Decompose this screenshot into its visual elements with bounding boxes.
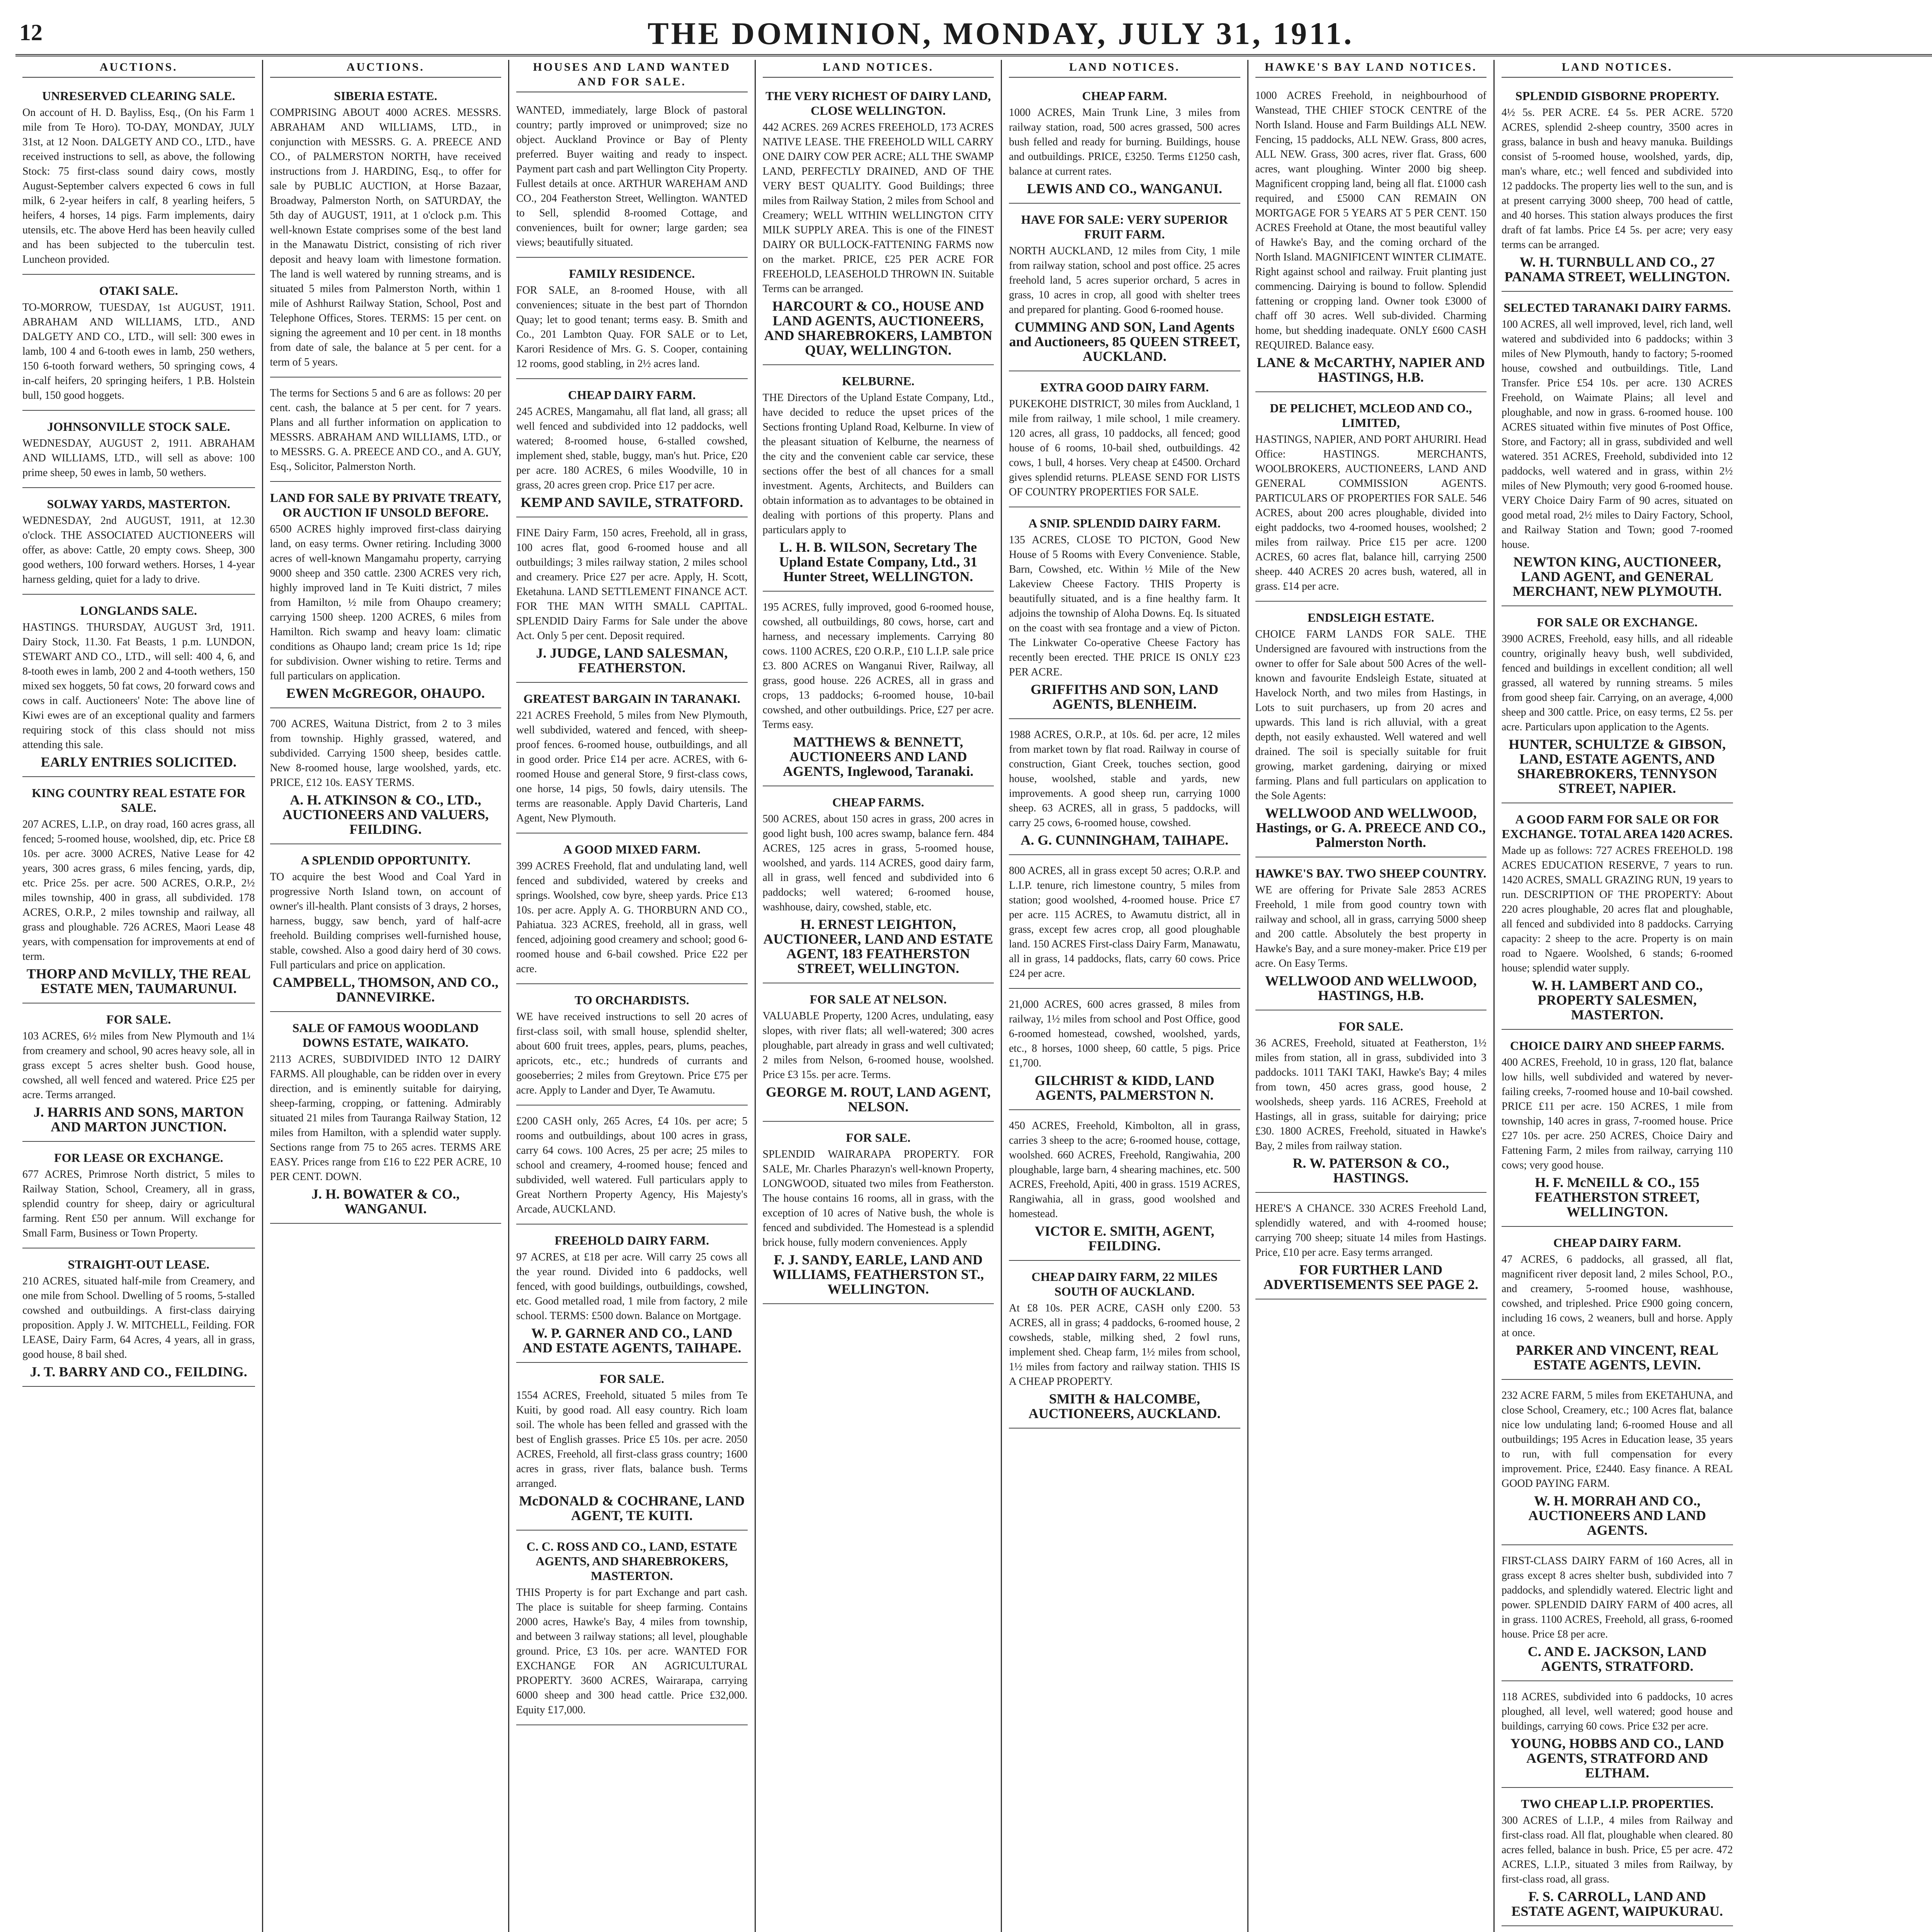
ad-signature: VICTOR E. SMITH, AGENT, FEILDING. bbox=[1034, 1223, 1214, 1253]
ad-heading: FOR SALE. bbox=[846, 1131, 911, 1145]
ad-body: 677 ACRES, Primrose North district, 5 miles to Railway Station, School, Creamery, all in grass, splendid country for sheep, dairy or agricultural farming. Rent £50 per annum. Will exchange for Small Farm, Business or Town Property. bbox=[22, 1168, 255, 1239]
advertisement bbox=[763, 370, 994, 592]
ad-signature: LANE & McCARTHY, NAPIER AND HASTINGS, H.B. bbox=[1257, 355, 1485, 385]
ad-body: 700 ACRES, Waituna District, from 2 to 3 miles from township. Highly grassed, watered, and subdivided. Carrying 1500 sheep, besides cattle. New 8-roomed house, large woolshed, yards, etc. PRICE, £12 10s. EASY TERMS. bbox=[270, 718, 501, 789]
ad-body: WEDNESDAY, 2nd AUGUST, 1911, at 12.30 o'clock. THE ASSOCIATED AUCTIONEERS will offer, as above: Cattle, 20 empty cows. Sheep, 300 good wethers, 100 forward wethers. Horses, 1 4-year harness gelding, quiet for a lady to drive. bbox=[22, 515, 255, 585]
ad-body: 500 ACRES, about 150 acres in grass, 200 acres in good light bush, 100 acres swamp, balance fern. 484 ACRES, 125 acres in grass, 5-roomed house, woolshed, and yards. 114 ACRES, good dairy farm, all in grass, well fenced and subdivided into 6 paddocks; well watered; 6-roomed house, washhouse, dairy, cowshed, stable, etc. bbox=[762, 813, 994, 913]
ad-heading: SPLENDID GISBORNE PROPERTY. bbox=[1515, 89, 1719, 103]
ad-heading: OTAKI SALE. bbox=[99, 284, 178, 298]
ad-heading: CHOICE DAIRY AND SHEEP FARMS. bbox=[1510, 1039, 1725, 1053]
advertisement bbox=[516, 838, 748, 984]
advertisement bbox=[1502, 1550, 1733, 1681]
ad-body: 210 ACRES, situated half-mile from Creamery, and one mile from School. Dwelling of 5 rooms, 5-stalled cowshed and outbuildings. A first-class dairying proposition. Apply J. W. MITCHELL, Feilding. FOR LEASE, Dairy Farm, 64 Acres, 4 years, all in grass, good house, 8 bail shed. bbox=[22, 1275, 255, 1361]
ad-heading: THE VERY RICHEST OF DAIRY LAND, CLOSE WELLINGTON. bbox=[765, 89, 991, 117]
ad-heading: ENDSLEIGH ESTATE. bbox=[1307, 611, 1434, 624]
column-4 bbox=[755, 60, 1001, 1932]
advertisement bbox=[516, 1535, 748, 1725]
ad-heading: TWO CHEAP L.I.P. PROPERTIES. bbox=[1521, 1797, 1714, 1811]
advertisement bbox=[1502, 1231, 1733, 1380]
ad-heading: SOLWAY YARDS, MASTERTON. bbox=[47, 497, 230, 511]
advertisement bbox=[1009, 860, 1240, 989]
ad-heading: CHEAP DAIRY FARM. bbox=[1553, 1236, 1681, 1250]
ad-body: FOR SALE, an 8-roomed House, with all conveniences; situate in the best part of Thorndon Quay; let to good tenant; terms easy. B. Smith and Co., 201 Lambton Quay. FOR SALE or to Let, Karori Residence of Mrs. G. S. Cooper, containing 12 rooms, good stabling, in 2½ acres land. bbox=[516, 284, 748, 370]
ad-signature: McDONALD & COCHRANE, LAND AGENT, TE KUITI. bbox=[519, 1493, 745, 1523]
ad-body: 399 ACRES Freehold, flat and undulating land, well fenced and subdivided, watered by creeks and springs. Woolshed, cow byre, sheep yards. Price £13 10s. per acre. Apply A. G. THORBURN AND CO., Pahiatua. 323 ACRES, freehold, all in grass, well fenced, adjoining good creamery and school; good 6-roomed house and 6-bail cowshed. Price £22 per acre. bbox=[516, 860, 748, 975]
newspaper-title: THE DOMINION, MONDAY, JULY 31, 1911. bbox=[647, 16, 1354, 51]
ad-body: £200 CASH only, 265 Acres, £4 10s. per acre; 5 rooms and outbuildings, about 100 acres in grass, carry 64 cows. 100 Acres, 25 per acre; 25 miles to school and creamery, 4-roomed house; fenced and subdivided, well watered. Full particulars apply to Great Northern Property Agency, His Majesty's Arcade, AUCKLAND. bbox=[516, 1115, 748, 1215]
ad-body: TO-MORROW, TUESDAY, 1st AUGUST, 1911. ABRAHAM AND WILLIAMS, LTD., AND DALGETY AND CO., LTD., will sell: 300 ewes in lamb, 100 4 and 6-tooth ewes in lamb, 250 wethers, 150 6-tooth forward wethers, 50 springing cows, 4 in-calf heifers, 20 springing heifers, 1 P.B. Holstein bull, 150 good hoggets. bbox=[22, 301, 255, 401]
ad-signature: F. S. CARROLL, LAND AND ESTATE AGENT, WAIPUKURAU. bbox=[1511, 1889, 1723, 1919]
ad-body: 195 ACRES, fully improved, good 6-roomed house, cowshed, all outbuildings, 80 cows, horse, cart and harness, and necessary implements. Carrying 80 cows. 1100 ACRES, £20 O.R.P., £10 L.I.P. sale price £3. 800 ACRES on Wanganui River, Railway, all grass, good house. 226 ACRES, all in grass and crops, 13 paddocks; 6-roomed house, 10-bail cowshed, and other outbuildings. Price, £27 per acre. Terms easy. bbox=[762, 601, 994, 731]
ad-body: 36 ACRES, Freehold, situated at Featherston, 1½ miles from station, all in grass, subdivided into 3 paddocks. 1011 TAKI TAKI, Hawke's Bay; 4 miles from town, 450 acres grass, good house, 2 woolsheds, sheep yards. 116 ACRES, Freehold at Hastings, all in grass, suitable for dairying; price £30. 1800 ACRES, Freehold, situated in Hawke's Bay, 2 miles from railway station. bbox=[1255, 1037, 1486, 1152]
column-header: HOUSES AND LAND WANTED AND FOR SALE. bbox=[516, 60, 748, 92]
advertisement bbox=[1502, 296, 1733, 606]
ad-heading: FAMILY RESIDENCE. bbox=[569, 267, 695, 281]
ad-heading: FOR LEASE OR EXCHANGE. bbox=[54, 1151, 223, 1165]
ad-heading: EXTRA GOOD DAIRY FARM. bbox=[1040, 380, 1209, 394]
ad-body: 97 ACRES, at £18 per acre. Will carry 25 cows all the year round. Divided into 6 paddocks, well fenced, with good buildings, outbuildings, cowshed, etc. Good metalled road, 1 mile from factory, 2 mile school. TERMS: £500 down. Balance on Mortgage. bbox=[516, 1251, 748, 1322]
ad-signature: A. H. ATKINSON & CO., LTD., AUCTIONEERS AND VALUERS, FEILDING. bbox=[282, 792, 489, 837]
advertisement bbox=[1255, 397, 1487, 602]
ad-body: NORTH AUCKLAND, 12 miles from City, 1 mile from railway station, school and post office. 25 acres freehold land, 5 acres superior orchard, 5 acres in grass, 10 acres in crop, all good with shelter trees and prepared for planting. Good 6-roomed house. bbox=[1009, 245, 1240, 316]
ad-heading: CHEAP DAIRY FARM. bbox=[568, 388, 696, 402]
advertisement bbox=[1255, 85, 1487, 392]
ad-signature: EWEN McGREGOR, OHAUPO. bbox=[286, 685, 485, 701]
advertisement bbox=[1255, 862, 1487, 1010]
ad-body: 221 ACRES Freehold, 5 miles from New Plymouth, well subdivided, watered and fenced, with sheep-proof fences. 6-roomed house, outbuildings, and all in good order. Price £14 per acre. ACRES, with 6-roomed House and general Store, 9 first-class cows, one horse, 14 pigs, 50 fowls, dairy utensils. The terms are reasonable. Apply David Charteris, Land Agent, New Plymouth. bbox=[516, 709, 748, 824]
ad-signature: H. F. McNEILL & CO., 155 FEATHERSTON STREET, WELLINGTON. bbox=[1535, 1175, 1700, 1219]
column-header: LAND NOTICES. bbox=[1009, 60, 1240, 78]
ad-body: FIRST-CLASS DAIRY FARM of 160 Acres, all in grass except 8 acres shelter bush, subdivided into 7 paddocks, and splendidly watered. Electric light and power. SPLENDID DAIRY FARM of 400 acres, all in grass. 1100 ACRES, Freehold, all grass, 6-roomed house. Price £8 per acre. bbox=[1502, 1555, 1733, 1640]
column-header: LAND NOTICES. bbox=[1502, 60, 1733, 78]
ad-heading: FREEHOLD DAIRY FARM. bbox=[554, 1233, 709, 1247]
ad-heading: SALE OF FAMOUS WOODLAND DOWNS ESTATE, WAIKATO. bbox=[292, 1021, 479, 1049]
column-5 bbox=[1001, 60, 1247, 1932]
ad-body: HASTINGS. THURSDAY, AUGUST 3rd, 1911. Dairy Stock, 11.30. Fat Beasts, 1 p.m. LUNDON, STEWART AND CO., LTD., will sell: 400 4, 6, and 8-tooth ewes in lamb, 200 2 and 4-tooth wethers, 150 mixed sex hoggets, 50 fat cows, 20 forward cows and cows in calf. Auctioneers' Note: The above line of Kiwi ewes are of an exceptional quality and farmers requiring stock of this class should not miss attending this sale. bbox=[22, 621, 255, 751]
advertisement bbox=[763, 85, 994, 365]
ad-body: 442 ACRES. 269 ACRES FREEHOLD, 173 ACRES NATIVE LEASE. THE FREEHOLD WILL CARRY ONE DAIRY COW PER ACRE; ALL THE SWAMP LAND, PERFECTLY DRAINED, AND OF THE VERY BEST QUALITY. Good Buildings; three miles from Railway Station, 2 miles from School and Creamery; WELL WITHIN WELLINGTON CITY MILK SUPPLY AREA. This is one of the FINEST DAIRY OR BULLOCK-FATTENING FARMS now on the market. PRICE, £25 PER ACRE FOR FREEHOLD, LEASEHOLD THROWN IN. Suitable Terms can be arranged. bbox=[762, 121, 994, 295]
ad-body: FINE Dairy Farm, 150 acres, Freehold, all in grass, 100 acres flat, good 6-roomed house and all outbuildings; 3 miles railway station, 2 miles school and creamery. Price £27 per acre. Apply, H. Scott, Eketahuna. LAND SETTLEMENT FINANCE ACT. FOR THE MAN WITH SMALL CAPITAL. SPLENDID Dairy Farms for Sale under the above Act. Only 5 per cent. Deposit required. bbox=[516, 527, 748, 642]
ad-body: 100 ACRES, all well improved, level, rich land, well watered and subdivided into 6 paddocks; within 3 miles of New Plymouth, handy to factory; 5-roomed house, cowshed and outbuildings. Title, Land Transfer. Price £54 10s. per acre. 130 ACRES Freehold, on Waimate Plains; all level and ploughable, and now in grass. 6-roomed house. 100 ACRES situated within five minutes of Post Office, Store, and Factory; all in grass, subdivided and well watered. 351 ACRES, Freehold, subdivided into 12 paddocks, well watered and in grass, within 2½ miles of New Plymouth; very good 6-roomed house. VERY Choice Dairy Farm of 90 acres, situated on good metal road, 2½ miles to Dairy Factory, School, and Railway Station and Town; good 7-roomed house. bbox=[1502, 318, 1733, 551]
ad-body: TO acquire the best Wood and Coal Yard in progressive North Island town, on account of owner's ill-health. Plant consists of 3 drays, 2 horses, harness, buggy, saw bench, yard of half-acre freehold. Building comprises well-furnished house, stable, cowshed. Also a good dairy herd of 30 cows. Full particulars and price on application. bbox=[270, 871, 501, 971]
advertisement bbox=[1255, 1197, 1487, 1299]
ad-heading: DE PELICHET, MCLEOD AND CO., LIMITED, bbox=[1270, 401, 1472, 430]
ad-signature: GEORGE M. ROUT, LAND AGENT, NELSON. bbox=[765, 1084, 991, 1114]
ad-signature: HUNTER, SCHULTZE & GIBSON, LAND, ESTATE AGENTS, AND SHAREBROKERS, TENNYSON STREET, NAPIER. bbox=[1509, 736, 1726, 796]
advertisement bbox=[1255, 606, 1487, 857]
ad-heading: A GOOD FARM FOR SALE OR FOR EXCHANGE. TOTAL AREA 1420 ACRES. bbox=[1502, 812, 1733, 841]
advertisement bbox=[22, 279, 255, 411]
advertisement bbox=[270, 1017, 502, 1224]
ad-body: 450 ACRES, Freehold, Kimbolton, all in grass, carries 3 sheep to the acre; 6-roomed house, cottage, woolshed. 660 ACRES, Freehold, Rangiwahia, 200 ploughable, large barn, 4 shearing machines, etc. 500 ACRES, Freehold, Apiti, 400 in grass. 1519 ACRES, Rangiwahia, all in grass, good woolshed and homestead. bbox=[1009, 1120, 1240, 1220]
advertisement bbox=[270, 486, 502, 708]
ad-heading: FOR SALE. bbox=[106, 1012, 171, 1026]
ad-signature: J. JUDGE, LAND SALESMAN, FEATHERSTON. bbox=[536, 645, 728, 675]
ad-body: Made up as follows: 727 ACRES FREEHOLD. 198 ACRES EDUCATION RESERVE, 7 years to run. 1420 ACRES, SMALL GRAZING RUN, 19 years to run. DESCRIPTION OF THE PROPERTY: About 220 acres ploughable, 20 acres flat and ploughable, all fenced and subdivided into 8 paddocks. Carrying capacity: 2 sheep to the acre. Property is on main road to Ngaere. Woolshed, 6 stands; 6-roomed house; splendid water supply. bbox=[1502, 845, 1733, 974]
advertisement bbox=[1502, 85, 1733, 292]
ad-signature: EARLY ENTRIES SOLICITED. bbox=[41, 754, 236, 770]
ad-body: On account of H. D. Bayliss, Esq., (On his Farm 1 mile from Te Horo). TO-DAY, MONDAY, JULY 31st, at 12 Noon. DALGETY AND CO., LTD., have received instructions to sell, as above, the following Stock: 75 first-class sound dairy cows, mostly August-September calvers expected 6 cows in full milk, 6 2-year heifers in calf, 8 yearling heifers, 5 heifers, 4 horses, 14 pigs. Farm implements, dairy utensils, etc. The above Herd has been heavily culled and has been subjected to the tuberculin test. Luncheon provided. bbox=[22, 107, 255, 265]
ad-body: 400 ACRES, Freehold, 10 in grass, 120 flat, balance low hills, well subdivided and watered by never-failing creeks, 7-roomed house and 10-bail cowshed. PRICE £11 per acre. 150 ACRES, 1 mile from township, 140 acres in grass, 7-roomed house. Price £27 10s. per acre. 250 ACRES, Choice Dairy and Fattening Farm, 2 miles from railway, carrying 110 cows; very good house. bbox=[1502, 1056, 1733, 1171]
ad-heading: FOR SALE AT NELSON. bbox=[810, 992, 947, 1006]
ad-body: 1000 ACRES, Main Trunk Line, 3 miles from railway station, road, 500 acres grassed, 500 acres bush felled and ready for burning. Buildings, house and outbuildings. PRICE, £3250. Terms £1250 cash, balance at current rates. bbox=[1009, 107, 1240, 177]
column-header: LAND NOTICES. bbox=[763, 60, 994, 78]
ad-signature: W. H. MORRAH AND CO., AUCTIONEERS AND LAND AGENTS. bbox=[1528, 1493, 1706, 1538]
advertisement bbox=[270, 849, 502, 1012]
ad-signature: MATTHEWS & BENNETT, AUCTIONEERS AND LAND AGENTS, Inglewood, Taranaki. bbox=[783, 734, 974, 779]
advertisement bbox=[1009, 1265, 1240, 1429]
ad-body: 1988 ACRES, O.R.P., at 10s. 6d. per acre, 12 miles from market town by flat road. Railway in course of construction, Giant Creek, touches section, good house, woolshed, stable and yards, new improvements. A good sheep run, carrying 1000 sheep. 63 ACRES, all in grass, 5 paddocks, will carry 25 cows, 6-roomed house, cowshed. bbox=[1009, 729, 1240, 829]
advertisement bbox=[516, 1229, 748, 1363]
advertisement bbox=[516, 1367, 748, 1531]
ad-signature: L. H. B. WILSON, Secretary The Upland Estate Company, Ltd., 31 Hunter Street, WELLINGTON. bbox=[779, 539, 978, 584]
advertisement bbox=[1009, 85, 1240, 204]
advertisement bbox=[1255, 1015, 1487, 1193]
advertisement bbox=[22, 493, 255, 595]
advertisement bbox=[1009, 376, 1240, 507]
ad-signature: FOR FURTHER LAND ADVERTISEMENTS SEE PAGE 2. bbox=[1263, 1262, 1478, 1292]
ad-signature: J. HARRIS AND SONS, MARTON AND MARTON JUNCTION. bbox=[33, 1104, 244, 1134]
masthead bbox=[15, 12, 1932, 56]
ad-signature: W. H. LAMBERT AND CO., PROPERTY SALESMEN, MASTERTON. bbox=[1531, 978, 1703, 1022]
ad-body: 118 ACRES, subdivided into 6 paddocks, 10 acres ploughed, all level, well watered; good house and buildings, carrying 60 cows. Price £32 per acre. bbox=[1502, 1691, 1733, 1732]
advertisement bbox=[1502, 808, 1733, 1030]
ad-body: 1000 ACRES Freehold, in neighbourhood of Wanstead, THE CHIEF STOCK CENTRE of the North Island. House and Farm Buildings ALL NEW. Fencing, 15 paddocks, ALL NEW. Grass, 800 acres, ALL NEW. Grass, 300 acres, river flat. Grass, 600 acres, want ploughing. Winter 2000 big sheep. Magnificent cropping land, being all flat. £1000 cash required, and £5000 CAN REMAIN ON MORTGAGE FOR 5 YEARS AT 5 PER CENT. 150 ACRES Freehold at Otane, the most beautiful valley of Hawke's Bay, and the coming orchard of the North Island. MAGNIFICENT WINTER CLIMATE. Right against school and railway. Fruit planting just commencing. Dairying is bound to follow. Splendid fattening or cropping land. Owner took £3000 of chaff off 30 acres. Well sub-divided. Charming home, but shedding inadequate. ONLY £600 CASH REQUIRED. Balance easy. bbox=[1255, 90, 1486, 351]
ad-heading: CHEAP DAIRY FARM, 22 MILES SOUTH OF AUCKLAND. bbox=[1031, 1270, 1218, 1298]
ad-heading: A SPLENDID OPPORTUNITY. bbox=[300, 853, 471, 867]
advertisement bbox=[22, 1146, 255, 1248]
ad-heading: A GOOD MIXED FARM. bbox=[563, 842, 701, 856]
advertisement bbox=[22, 415, 255, 488]
advertisement bbox=[763, 988, 994, 1122]
advertisement bbox=[1502, 1034, 1733, 1227]
advertisement bbox=[1009, 512, 1240, 719]
ad-signature: NEWTON KING, AUCTIONEER, LAND AGENT, and GENERAL MERCHANT, NEW PLYMOUTH. bbox=[1512, 554, 1722, 599]
ad-body: 3900 ACRES, Freehold, easy hills, and all rideable country, originally heavy bush, well subdivided, fenced and buildings in excellent condition; all well grassed, all watered by running streams. 5 miles from good sheep fair. Carrying, on an average, 4,000 sheep and 300 cattle. Price, on easy terms, £2 5s. per acre. Particulars upon application to the Agents. bbox=[1502, 633, 1733, 733]
advertisement bbox=[22, 782, 255, 1003]
page-number: 12 bbox=[19, 20, 43, 45]
ad-signature: CUMMING AND SON, Land Agents and Auctioneers, 85 QUEEN STREET, AUCKLAND. bbox=[1009, 319, 1240, 364]
ad-signature: GILCHRIST & KIDD, LAND AGENTS, PALMERSTON N. bbox=[1034, 1073, 1214, 1103]
ad-heading: GREATEST BARGAIN IN TARANAKI. bbox=[523, 692, 740, 706]
column-header: AUCTIONS. bbox=[270, 60, 502, 78]
ad-body: HASTINGS, NAPIER, AND PORT AHURIRI. Head Office: HASTINGS. MERCHANTS, WOOLBROKERS, AUCTIONEERS, LAND AND GENERAL COMMISSION AGENTS. PARTICULARS OF PROPERTIES FOR SALE. 546 ACRES, about 200 acres ploughable, divided into eight paddocks, two 4-roomed houses, woolshed; 2 miles from railway. Price £15 per acre. 1200 ACRES, 60 acres flat, balance hill, carrying 2500 sheep. 440 ACRES 20 acres bush, watered, all in grass. £14 per acre. bbox=[1255, 434, 1486, 592]
advertisement bbox=[516, 989, 748, 1105]
column-7 bbox=[1493, 60, 1740, 1932]
ad-body: 135 ACRES, CLOSE TO PICTON, Good New House of 5 Rooms with Every Convenience. Stable, Barn, Cowshed, etc. Within ½ Mile of the New Lakeview Cheese Factory. THIS Property is beautifully situated, and is a fine healthy farm. It adjoins the township of Aloha Downs. Eq. Is situated on the coast with sea frontage and a view of Picton. The Linkwater Co-operative Cheese Factory has recently been erected. THE PRICE IS ONLY £23 PER ACRE. bbox=[1009, 534, 1240, 678]
ad-heading: C. C. ROSS AND CO., LAND, ESTATE AGENTS, AND SHAREBROKERS, MASTERTON. bbox=[526, 1539, 738, 1583]
ad-signature: PARKER AND VINCENT, REAL ESTATE AGENTS, LEVIN. bbox=[1516, 1342, 1719, 1372]
ad-signature: H. ERNEST LEIGHTON, AUCTIONEER, LAND AND ESTATE AGENT, 183 FEATHERSTON STREET, WELLINGTON. bbox=[763, 917, 993, 976]
ad-signature: W. H. TURNBULL AND CO., 27 PANAMA STREET, WELLINGTON. bbox=[1504, 254, 1730, 284]
ad-body: 4½ 5s. PER ACRE. £4 5s. PER ACRE. 5720 ACRES, splendid 2-sheep country, 3500 acres in grass, balance in bush and heavy manuka. Buildings consist of 5-roomed house, woolshed, yards, dip, man's whare, etc.; well fenced and subdivided into 12 paddocks. The property lies well to the sun, and is at present carrying 3000 sheep, 700 head of cattle, and 40 horses. This station always produces the first draft of fat lambs. Price £4 5s. per acre; very easy terms can be arranged. bbox=[1502, 107, 1733, 251]
ad-body: THIS Property is for part Exchange and part cash. The place is suitable for sheep farming. Contains 2000 acres, Hawke's Bay, 4 miles from township, and between 3 railway stations; all level, ploughable ground. Price, £3 10s. per acre. WANTED FOR EXCHANGE FOR AN AGRICULTURAL PROPERTY. 3600 ACRES, Wairarapa, carrying 6000 sheep and 300 head cattle. Price £32,000. Equity £17,000. bbox=[516, 1587, 748, 1716]
ad-body: COMPRISING ABOUT 4000 ACRES. MESSRS. ABRAHAM AND WILLIAMS, LTD., in conjunction with MESSRS. G. A. PREECE AND CO., of PALMERSTON NORTH, have received instructions from J. HARDING, Esq., to offer for sale by PUBLIC AUCTION, at Horse Bazaar, Broadway, Palmerston North, on SATURDAY, the 5th day of AUGUST, 1911, at 1 o'clock p.m. This well-known Estate comprises some of the best land in the Manawatu District, consisting of rich river deposit and heavy loam with limestone formation. The land is well watered by running streams, and is situated 5 miles from Palmerston North, within 1 mile of Ashhurst Railway Station, School, Post and Telephone Offices, Stores. TERMS: 15 per cent. on signing the agreement and 10 per cent. in 18 months from date of sale, the balance at 5 per cent. for a term of 5 years. bbox=[270, 107, 501, 368]
ad-body: The terms for Sections 5 and 6 are as follows: 20 per cent. cash, the balance at 5 per cent. for 7 years. Plans and all further information on application to MESSRS. ABRAHAM AND WILLIAMS, LTD., or to MESSRS. G. A. PREECE AND CO., and A. GUY, Esq., Solicitor, Palmerston North. bbox=[270, 387, 501, 473]
ad-heading: KING COUNTRY REAL ESTATE FOR SALE. bbox=[32, 786, 246, 815]
ad-body: 2113 ACRES, SUBDIVIDED INTO 12 DAIRY FARMS. All ploughable, can be ridden over in every direction, and is eminently suitable for dairying, sheep-farming, cropping, or fattening. Admirably situated 21 miles from Tauranga Railway Station, 12 miles from Hamilton, with a splendid water supply. Sections range from 75 to 265 acres. TERMS ARE EASY. Prices range from £16 to £22 PER ACRE, 10 PER CENT. DOWN. bbox=[270, 1053, 501, 1183]
ad-signature: J. T. BARRY AND CO., FEILDING. bbox=[30, 1364, 247, 1379]
advertisement bbox=[1009, 724, 1240, 855]
advertisement bbox=[22, 1253, 255, 1387]
advertisement bbox=[516, 384, 748, 517]
ad-body: WE are offering for Private Sale 2853 ACRES Freehold, 1 mile from good country town with railway and school, all in grass, carrying 5000 sheep and 200 cattle. Absolutely the best property in Hawke's Bay, and a sure money-maker. Price £19 per acre. On Easy Terms. bbox=[1255, 884, 1486, 969]
ad-heading: UNRESERVED CLEARING SALE. bbox=[42, 89, 235, 103]
ad-heading: CHEAP FARMS. bbox=[832, 795, 924, 809]
ad-signature: GRIFFITHS AND SON, LAND AGENTS, BLENHEIM. bbox=[1031, 682, 1219, 712]
ad-signature: WELLWOOD AND WELLWOOD, HASTINGS, H.B. bbox=[1265, 973, 1477, 1003]
ad-body: 300 ACRES of L.I.P., 4 miles from Railway and first-class road. All flat, ploughable when cleared. 80 acres felled, balance in bush. Price, £5 per acre. 472 ACRES, L.I.P., situated 3 miles from Railway, by first-class road, all grass. bbox=[1502, 1815, 1733, 1885]
ad-body: WEDNESDAY, AUGUST 2, 1911. ABRAHAM AND WILLIAMS, LTD., will sell as above: 100 prime sheep, 50 ewes in lamb, 50 wethers. bbox=[22, 437, 255, 479]
newspaper-page bbox=[15, 12, 1932, 1932]
column-6 bbox=[1247, 60, 1494, 1932]
ad-signature: KEMP AND SAVILE, STRATFORD. bbox=[520, 495, 743, 510]
advertisement bbox=[516, 262, 748, 379]
advertisement bbox=[516, 1110, 748, 1225]
ad-body: 232 ACRE FARM, 5 miles from EKETAHUNA, and close School, Creamery, etc.; 100 Acres flat, balance nice low undulating land; 6-roomed House and all outbuildings; 195 Acres in Education lease, 35 years to run, with full compensation for every improvement. Price, £2440. Easy finance. A REAL GOOD PAYING FARM. bbox=[1502, 1389, 1733, 1490]
advertisement bbox=[22, 1008, 255, 1142]
column-3 bbox=[508, 60, 755, 1932]
advertisement bbox=[22, 85, 255, 275]
advertisement bbox=[1502, 1686, 1733, 1788]
ad-signature: C. AND E. JACKSON, LAND AGENTS, STRATFORD. bbox=[1527, 1644, 1707, 1674]
advertisement bbox=[1009, 1115, 1240, 1261]
ad-signature: R. W. PATERSON & CO., HASTINGS. bbox=[1293, 1155, 1449, 1185]
advertisement bbox=[516, 522, 748, 683]
ad-heading: LAND FOR SALE BY PRIVATE TREATY, OR AUCTION IF UNSOLD BEFORE. bbox=[270, 491, 501, 519]
ad-heading: JOHNSONVILLE STOCK SALE. bbox=[47, 420, 230, 434]
ad-signature: A. G. CUNNINGHAM, TAIHAPE. bbox=[1020, 832, 1229, 848]
ad-body: CHOICE FARM LANDS FOR SALE. THE Undersigned are favoured with instructions from the owner to offer for Sale about 500 Acres of the well-known and favourite Endsleigh Estate, situated at Havelock North, and two miles from Hastings, in Lots to suit purchasers, up from 20 acres and upwards. This land is rich alluvial, with a great depth, not easily exhausted. Well watered and well drained. The soil is specially suitable for fruit growing, market gardening, dairying or mixed farming. Plans and full particulars on application to the Sole Agents: bbox=[1255, 628, 1486, 802]
ad-heading: HAVE FOR SALE: VERY SUPERIOR FRUIT FARM. bbox=[1021, 213, 1228, 241]
ad-signature: W. P. GARNER AND CO., LAND AND ESTATE AGENTS, TAIHAPE. bbox=[522, 1325, 742, 1355]
ad-body: HERE'S A CHANCE. 330 ACRES Freehold Land, splendidly watered, and with 4-roomed house; carrying 700 sheep; situate 14 miles from Hastings. Price, £10 per acre. Easy terms arranged. bbox=[1255, 1202, 1486, 1259]
ad-signature: YOUNG, HOBBS AND CO., LAND AGENTS, STRATFORD AND ELTHAM. bbox=[1510, 1736, 1724, 1781]
advertisement bbox=[763, 596, 994, 786]
ad-body: PUKEKOHE DISTRICT, 30 miles from Auckland, 1 mile from railway, 1 mile school, 1 mile creamery. 120 acres, all grass, 10 paddocks, all fenced; good house of 6 rooms, 10-bail shed, outbuildings. 42 cows, 1 bull, 4 horses. Very cheap at £4500. Orchard gives splendid returns. PLEASE SEND FOR LISTS OF COUNTRY PROPERTIES FOR SALE. bbox=[1009, 398, 1240, 498]
ad-heading: FOR SALE OR EXCHANGE. bbox=[1537, 615, 1698, 629]
ad-signature: LEWIS AND CO., WANGANUI. bbox=[1027, 181, 1222, 196]
ad-body: 6500 ACRES highly improved first-class dairying land, on easy terms. Owner retiring. Including 3000 acres of well-known Mangamahu property, carrying 9000 sheep and 350 cattle. 2300 ACRES very rich, highly improved land in Te Kuiti district, 7 miles from Hamilton, ½ mile from Ohaupo creamery; carrying 1500 sheep. 1200 ACRES, 6 miles from Hamilton. Rich swamp and heavy loam: climatic conditions as Ohaupo land; cream price 1s 1d; ripe for subdivision. Owner wishing to retire. Terms and full particulars on application. bbox=[270, 523, 501, 682]
column-2 bbox=[262, 60, 509, 1932]
ad-body: At £8 10s. PER ACRE, CASH only £200. 53 ACRES, all in grass; 4 paddocks, 6-roomed house, 2 cowsheds, stable, milking shed, 2 fowl runs, implement shed. Cheap farm, 1½ miles from school, 1½ miles from factory and railway station. THIS IS A CHEAP PROPERTY. bbox=[1009, 1302, 1240, 1388]
ad-heading: KELBURNE. bbox=[842, 374, 915, 388]
ad-body: WANTED, immediately, large Block of pastoral country; partly improved or unimproved; size no object. Auckland Province or Bay of Plenty preferred. Buyer waiting and ready to inspect. Payment part cash and part Wellington City Property. Fullest details at once. ARTHUR WAREHAM AND CO., 204 Featherston Street, Wellington. WANTED to Sell, splendid 8-roomed Cottage, and conveniences, built for owner; large garden; sea views; beautifully situated. bbox=[516, 104, 748, 248]
advertisement bbox=[516, 99, 748, 258]
ad-body: 800 ACRES, all in grass except 50 acres; O.R.P. and L.I.P. tenure, rich limestone country, 5 miles from station; good woolshed, 4-roomed house. Price £7 per acre. 115 ACRES, to Awamutu district, all in grass, except few acres crop, all good ploughable land. 150 ACRES First-class Dairy Farm, Manawatu, all in grass, 14 paddocks, flats, carry 60 cows. Price £24 per acre. bbox=[1009, 865, 1240, 980]
advertisement bbox=[1502, 1793, 1733, 1926]
advertisement bbox=[763, 1126, 994, 1304]
advertisement bbox=[270, 85, 502, 378]
advertisement bbox=[516, 687, 748, 833]
ad-heading: STRAIGHT-OUT LEASE. bbox=[68, 1257, 209, 1271]
ad-heading: FOR SALE. bbox=[599, 1372, 664, 1386]
ad-body: 207 ACRES, L.I.P., on dray road, 160 acres grass, all fenced; 5-roomed house, woolshed, dip, etc. Price £8 10s. per acre. 3000 ACRES, Native Lease for 42 years, 300 acres grass, 6 miles fencing, yards, dip, etc. Price 25s. per acre. 500 ACRES, O.R.P., 2½ miles township, 400 in grass, all subdivided. 178 ACRES, O.R.P., 2 miles township and railway, all grass and ploughable. 726 ACRES, Maori Lease 48 years, with compensation for improvements at end of term. bbox=[22, 818, 255, 963]
ad-body: THE Directors of the Upland Estate Company, Ltd., have decided to reduce the upset prices of the Sections fronting Upland Road, Kelburne. In view of the pleasant situation of Kelburne, the nearness of the city and the convenient cable car service, these sections offer the best of all chances for a small investment. Agents, Architects, and Builders can obtain information as to advantages to be obtained in dealing with portions of this property. Plans and particulars apply to bbox=[762, 392, 994, 536]
ad-heading: A SNIP. SPLENDID DAIRY FARM. bbox=[1028, 516, 1221, 530]
ad-signature: THORP AND McVILLY, THE REAL ESTATE MEN, TAUMARUNUI. bbox=[26, 966, 251, 996]
advertisement bbox=[1009, 208, 1240, 371]
columns bbox=[15, 60, 1932, 1932]
ad-body: 47 ACRES, 6 paddocks, all grassed, all flat, magnificent river deposit land, 2 miles School, P.O., and creamery, 5-roomed house, washhouse, cowshed, and tripleshed. Price £900 going concern, including 16 cows, 2 weaners, bull and horse. Apply at once. bbox=[1502, 1253, 1733, 1339]
ad-body: WE have received instructions to sell 20 acres of first-class soil, with small house, splendid shelter, about 600 fruit trees, apples, pears, plums, peaches, apricots, etc., etc.; hundreds of currants and gooseberries; 2 miles from Greytown. Price £75 per acre. Apply to Lander and Dyer, Te Awamutu. bbox=[516, 1011, 748, 1096]
advertisement bbox=[270, 382, 502, 482]
ad-heading: SIBERIA ESTATE. bbox=[334, 89, 437, 103]
ad-signature: J. H. BOWATER & CO., WANGANUI. bbox=[311, 1186, 460, 1216]
ad-body: 21,000 ACRES, 600 acres grassed, 8 miles from railway, 1½ miles from school and Post Office, good 6-roomed homestead, cowshed, woolshed, yards, etc., 8 horses, 1000 sheep, 60 cattle, 5 pigs. Price £1,700. bbox=[1009, 998, 1240, 1069]
ad-signature: WELLWOOD AND WELLWOOD, Hastings, or G. A. PREECE AND CO., Palmerston North. bbox=[1256, 805, 1486, 850]
column-1 bbox=[15, 60, 262, 1932]
ad-heading: FOR SALE. bbox=[1338, 1019, 1403, 1033]
ad-signature: CAMPBELL, THOMSON, AND CO., DANNEVIRKE. bbox=[272, 975, 498, 1005]
advertisement bbox=[1502, 1384, 1733, 1545]
ad-heading: SELECTED TARANAKI DAIRY FARMS. bbox=[1503, 301, 1731, 315]
ad-body: SPLENDID WAIRARAPA PROPERTY. FOR SALE, Mr. Charles Pharazyn's well-known Property, LONGWOOD, situated two miles from Featherston. The house contains 16 rooms, all in grass, with the exception of 10 acres of Native bush, the whole is fenced and subdivided. The Homestead is a splendid brick house, fully modern conveniences. Apply bbox=[762, 1148, 994, 1248]
ad-signature: HARCOURT & CO., HOUSE AND LAND AGENTS, AUCTIONEERS, AND SHAREBROKERS, LAMBTON QUAY, WELLINGTON. bbox=[764, 298, 992, 358]
advertisement bbox=[22, 599, 255, 777]
ad-body: 245 ACRES, Mangamahu, all flat land, all grass; all well fenced and subdivided into 12 paddocks, well watered; 8-roomed house, 6-stalled cowshed, implement shed, stable, buggy, man's hut. Price, £20 per acre. 180 ACRES, 6 miles Woodville, 10 in grass, 20 acres green crop. Price £17 per acre. bbox=[516, 406, 748, 491]
ad-body: 1554 ACRES, Freehold, situated 5 miles from Te Kuiti, by good road. All easy country. Rich loam soil. The whole has been felled and grassed with the best of English grasses. Price £5 10s. per acre. 2050 ACRES, Freehold, all first-class grass country; 1600 acres in grass, river flats, balance bush. Terms arranged. bbox=[516, 1389, 748, 1490]
advertisement bbox=[763, 791, 994, 983]
advertisement bbox=[1009, 993, 1240, 1110]
ad-body: VALUABLE Property, 1200 Acres, undulating, easy slopes, with river flats; all well-watered; 300 acres ploughable, part already in grass and well cultivated; 2 miles from Nelson, 6-roomed house, woolshed. Price £3 15s. per acre. Terms. bbox=[762, 1010, 994, 1081]
ad-heading: LONGLANDS SALE. bbox=[80, 604, 197, 617]
ad-body: 103 ACRES, 6½ miles from New Plymouth and 1¼ from creamery and school, 90 acres heavy sole, all in grass except 5 acres shelter bush. Good house, cowshed, all well fenced and watered. Price £25 per acre. Terms arranged. bbox=[22, 1030, 255, 1101]
ad-heading: HAWKE'S BAY. TWO SHEEP COUNTRY. bbox=[1255, 866, 1486, 880]
ad-heading: TO ORCHARDISTS. bbox=[575, 993, 689, 1007]
ad-heading: CHEAP FARM. bbox=[1082, 89, 1167, 103]
column-header: HAWKE'S BAY LAND NOTICES. bbox=[1255, 60, 1487, 78]
column-header: AUCTIONS. bbox=[22, 60, 255, 78]
ad-signature: F. J. SANDY, EARLE, LAND AND WILLIAMS, FEATHERSTON ST., WELLINGTON. bbox=[772, 1252, 984, 1297]
advertisement bbox=[270, 713, 502, 844]
ad-signature: SMITH & HALCOMBE, AUCTIONEERS, AUCKLAND. bbox=[1028, 1391, 1221, 1421]
advertisement bbox=[1502, 611, 1733, 803]
